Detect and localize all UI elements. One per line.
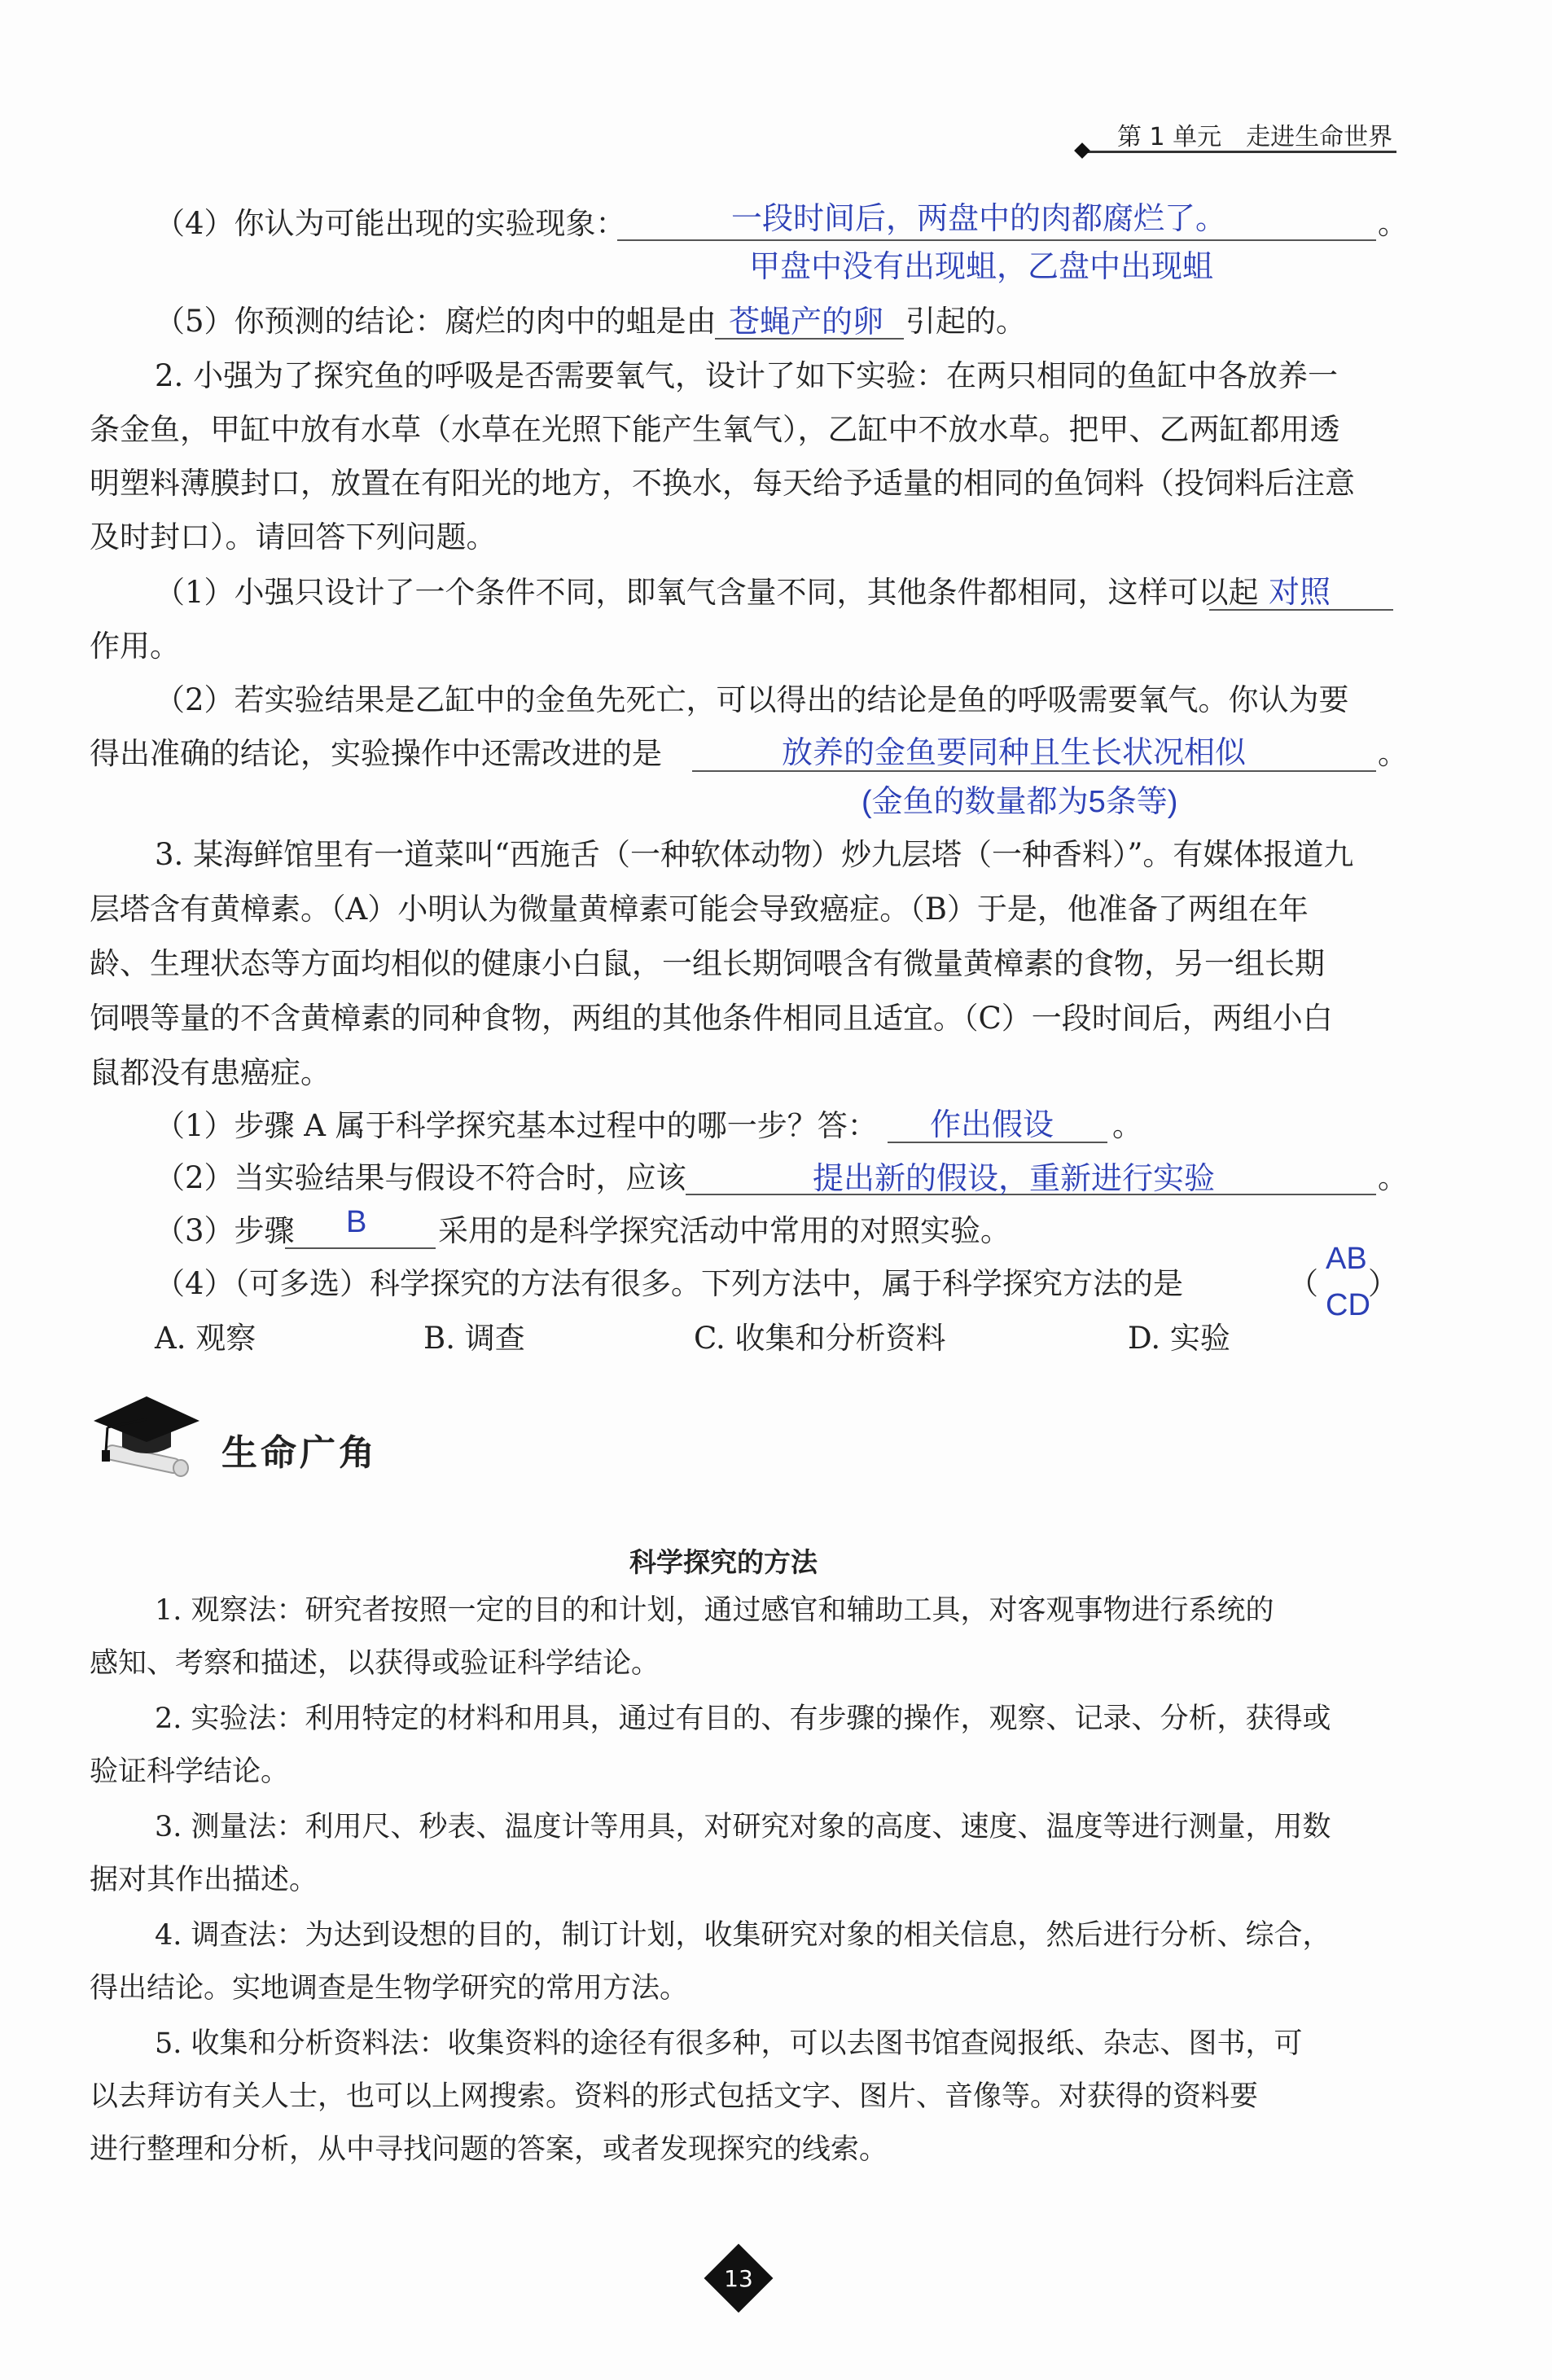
section-subtitle: 科学探究的方法: [629, 1546, 818, 1578]
q3-part1-text: （1）步骤 A 属于科学探究基本过程中的哪一步？答：: [155, 1108, 878, 1143]
q3-part3-end: 采用的是科学探究活动中常用的对照实验。: [438, 1213, 1011, 1248]
option-b: B. 调查: [423, 1321, 525, 1356]
q2-part2-answer-line2: (金鱼的数量都为5条等): [861, 785, 1178, 819]
method-line: 感知、考察和描述，以获得或验证科学结论。: [90, 1647, 660, 1680]
method-line: 2. 实验法：利用特定的材料和用具，通过有目的、有步骤的操作，观察、记录、分析，获得或: [155, 1703, 1331, 1735]
method-line: 进行整理和分析，从中寻找问题的答案，或者发现探究的线索。: [90, 2133, 888, 2166]
q3-part4-answer-line2: CD: [1326, 1288, 1370, 1322]
q3-part3-text: （3）步骤: [155, 1213, 295, 1248]
q1-part5-answer: 苍蝇产的卵: [729, 305, 884, 340]
q3-part2-text: （2）当实验结果与假设不符合时，应该: [155, 1160, 686, 1195]
q3-part3-answer-line: [285, 1247, 436, 1249]
q1-part4-answer-line1: 一段时间后，两盘中的肉都腐烂了。: [731, 202, 1227, 236]
q1-part5-end: 引起的。: [905, 304, 1026, 339]
q3-line: 3. 某海鲜馆里有一道菜叫“西施舌（一种软体动物）炒九层塔（一种香料）”。有媒体报道九: [155, 837, 1354, 872]
q3-line: 层塔含有黄樟素。（A）小明认为微量黄樟素可能会导致癌症。（B）于是，他准备了两组在年: [90, 892, 1309, 927]
header-rule: [1083, 151, 1396, 153]
section-title: 生命广角: [221, 1432, 378, 1474]
graduation-cap-icon: [90, 1388, 204, 1494]
q2-part2-answer-line1: 放养的金鱼要同种且生长状况相似: [782, 736, 1247, 770]
q2-line: 及时封口）。请回答下列问题。: [90, 519, 497, 554]
header-diamond-icon: [1074, 142, 1090, 159]
option-c: C. 收集和分析资料: [694, 1321, 946, 1356]
method-line: 据对其作出描述。: [90, 1864, 318, 1896]
method-line: 验证科学结论。: [90, 1755, 290, 1788]
method-line: 4. 调查法：为达到设想的目的，制订计划，收集研究对象的相关信息，然后进行分析、综合，: [155, 1919, 1331, 1952]
q1-part4-answer-line2: 甲盘中没有出现蛆，乙盘中出现蛆: [749, 250, 1214, 284]
q3-part4-text: （4）（可多选）科学探究的方法有很多。下列方法中，属于科学探究方法的是: [155, 1266, 1184, 1301]
q3-part4-answer-line1: AB: [1326, 1242, 1367, 1276]
q3-part2-answer: 提出新的假设，重新进行实验: [813, 1162, 1216, 1196]
unit-header: 第 1 单元 走进生命世界: [1117, 123, 1393, 151]
q2-line: 条金鱼，甲缸中放有水草（水草在光照下能产生氧气），乙缸中不放水草。把甲、乙两缸都用透: [90, 412, 1340, 447]
method-line: 3. 测量法：利用尺、秒表、温度计等用具，对研究对象的高度、速度、温度等进行测量，用数: [155, 1811, 1331, 1843]
q3-line: 龄、生理状态等方面均相似的健康小白鼠，一组长期饲喂含有微量黄樟素的食物，另一组长期: [90, 946, 1325, 981]
method-line: 以去拜访有关人士，也可以上网搜索。资料的形式包括文字、图片、音像等。对获得的资料要: [90, 2080, 1259, 2113]
q3-line: 鼠都没有患癌症。: [90, 1055, 331, 1090]
method-line: 5. 收集和分析资料法：收集资料的途径有很多种，可以去图书馆查阅报纸、杂志、图书，可: [155, 2027, 1303, 2060]
q3-part2-end: 。: [1378, 1160, 1408, 1195]
page-number: 13: [724, 2265, 753, 2292]
option-a: A. 观察: [155, 1321, 256, 1356]
q2-line: 2. 小强为了探究鱼的呼吸是否需要氧气，设计了如下实验：在两只相同的鱼缸中各放养一: [155, 358, 1339, 393]
method-line: 得出结论。实地调查是生物学研究的常用方法。: [90, 1972, 689, 2005]
q3-line: 饲喂等量的不含黄樟素的同种食物，两组的其他条件相同且适宜。（C）一段时间后，两组小白: [90, 1001, 1333, 1036]
q2-part2-line1: （2）若实验结果是乙缸中的金鱼先死亡，可以得出的结论是鱼的呼吸需要氧气。你认为要: [155, 682, 1349, 717]
q3-part4-paren-open: （: [1288, 1266, 1318, 1301]
method-line: 1. 观察法：研究者按照一定的目的和计划，通过感官和辅助工具，对客观事物进行系统的: [155, 1594, 1274, 1627]
q1-part5-text: （5）你预测的结论：腐烂的肉中的蛆是由: [155, 304, 717, 339]
q2-line: 明塑料薄膜封口，放置在有阳光的地方，不换水，每天给予适量的相同的鱼饲料（投饲料后注意: [90, 466, 1355, 501]
q3-part1-answer: 作出假设: [930, 1108, 1054, 1142]
option-d: D. 实验: [1128, 1321, 1230, 1356]
q1-part4-end: 。: [1378, 206, 1408, 241]
q2-part1-end: 作用。: [90, 629, 180, 664]
q3-part3-answer: B: [346, 1205, 367, 1239]
q2-part1-answer: 对照: [1269, 576, 1331, 610]
q2-part1-text: （1）小强只设计了一个条件不同，即氧气含量不同，其他条件都相同，这样可以起: [155, 575, 1259, 610]
q2-part2-end: 。: [1378, 736, 1408, 771]
q1-part4-text: （4）你认为可能出现的实验现象：: [155, 206, 626, 241]
q3-part4-paren-close: ）: [1368, 1266, 1398, 1301]
q3-part1-end: 。: [1112, 1108, 1142, 1143]
q2-part2-line2: 得出准确的结论，实验操作中还需改进的是: [90, 736, 662, 771]
